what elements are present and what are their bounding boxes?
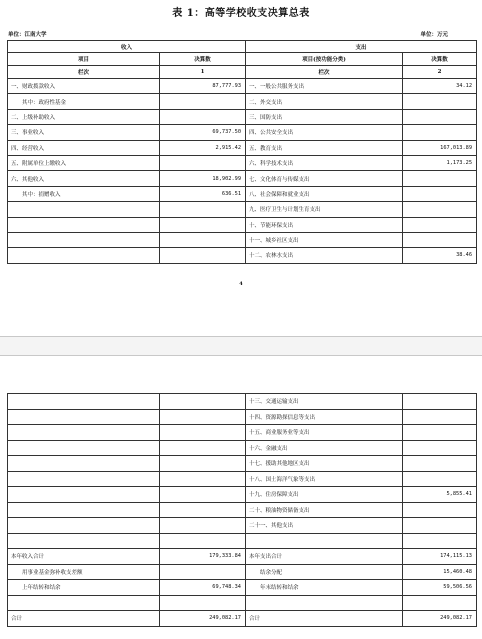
table-row [8, 394, 477, 410]
column-no-label: 栏次 [246, 66, 403, 79]
income-amount-cell [160, 109, 246, 124]
expense-amount-cell [403, 471, 477, 487]
expense-amount-cell [403, 109, 477, 124]
income-amount-cell [160, 155, 246, 170]
expense-item-cell: 本年支出合计 [246, 549, 403, 565]
expense-item-cell: 二十、粮油物资储备支出 [246, 502, 403, 518]
income-item-cell: 四、经营收入 [8, 140, 160, 155]
income-amount-cell: 18,902.99 [160, 171, 246, 186]
expense-item-cell: 合计 [246, 611, 403, 627]
income-item-cell [8, 502, 160, 518]
table-row [8, 487, 477, 503]
income-item-cell [8, 202, 160, 217]
income-item-cell: 本年收入合计 [8, 549, 160, 565]
income-item-cell: 合计 [8, 611, 160, 627]
expense-amount-cell: 15,460.48 [403, 564, 477, 580]
expense-item-header: 项目(按功能分类) [246, 53, 403, 66]
expense-amount-cell [403, 125, 477, 140]
income-amount-cell [160, 232, 246, 247]
table-row [8, 232, 477, 247]
expense-item-cell: 十五、商业服务业等支出 [246, 425, 403, 441]
table-row [8, 171, 477, 186]
expense-item-cell: 十八、国土海洋气象等支出 [246, 471, 403, 487]
table-row [8, 611, 477, 627]
column-no-2: 2 [403, 66, 477, 79]
expense-amount-cell: 249,082.17 [403, 611, 477, 627]
table-row [8, 202, 477, 217]
expense-item-cell: 二十一、其他支出 [246, 518, 403, 534]
expense-amount-cell: 59,506.56 [403, 580, 477, 596]
income-amount-cell [160, 440, 246, 456]
income-amount-cell [160, 248, 246, 263]
page-title: 表 1：高等学校收支决算总表 [172, 8, 310, 19]
unit-right-label: 单位：万元 [420, 32, 448, 38]
income-item-cell [8, 595, 160, 611]
expense-item-cell: 五、教育支出 [246, 140, 403, 155]
unit-left-label: 单位：江南大学 [8, 32, 47, 38]
expense-amount-cell [403, 456, 477, 472]
table-row [8, 186, 477, 201]
income-item-cell [8, 425, 160, 441]
expense-amount-cell: 5,855.41 [403, 487, 477, 503]
expense-item-cell: 六、科学技术支出 [246, 155, 403, 170]
table-row [8, 549, 477, 565]
income-item-cell: 用事业基金弥补收支差额 [8, 564, 160, 580]
expense-amount-cell [403, 94, 477, 109]
table-row [8, 79, 477, 94]
income-item-cell: 六、其他收入 [8, 171, 160, 186]
expense-amount-cell [403, 186, 477, 201]
income-item-cell: 二、上级补助收入 [8, 109, 160, 124]
table-row [8, 109, 477, 124]
expense-amount-cell [403, 171, 477, 186]
expense-amount-header: 决算数 [403, 53, 477, 66]
expense-item-cell: 十、节能环保支出 [246, 217, 403, 232]
income-item-cell: 一、财政拨款收入 [8, 79, 160, 94]
expense-amount-cell [403, 409, 477, 425]
expense-item-cell [246, 533, 403, 549]
income-amount-cell [160, 533, 246, 549]
income-amount-cell [160, 94, 246, 109]
income-item-cell: 三、事业收入 [8, 125, 160, 140]
expense-item-cell: 十三、交通运输支出 [246, 394, 403, 410]
table-row [8, 471, 477, 487]
expense-item-cell: 三、国防支出 [246, 109, 403, 124]
expense-item-cell: 结余分配 [246, 564, 403, 580]
expense-amount-cell [403, 518, 477, 534]
table-row [8, 518, 477, 534]
expense-amount-cell: 38.46 [403, 248, 477, 263]
expense-item-cell: 四、公共安全支出 [246, 125, 403, 140]
income-amount-cell [160, 456, 246, 472]
income-header: 收入 [8, 41, 246, 53]
expense-amount-cell [403, 217, 477, 232]
income-amount-cell [160, 202, 246, 217]
income-amount-cell: 179,333.84 [160, 549, 246, 565]
expense-amount-cell [403, 425, 477, 441]
income-item-cell [8, 248, 160, 263]
column-no-1: 1 [160, 66, 246, 79]
income-amount-cell [160, 425, 246, 441]
expense-amount-cell: 174,115.13 [403, 549, 477, 565]
table-row [8, 248, 477, 263]
expense-amount-cell [403, 595, 477, 611]
income-amount-header: 决算数 [160, 53, 246, 66]
expense-amount-cell [403, 440, 477, 456]
expense-item-cell: 十六、金融支出 [246, 440, 403, 456]
summary-table-page1 [7, 40, 477, 264]
income-item-cell [8, 232, 160, 247]
income-item-cell [8, 471, 160, 487]
income-amount-cell: 249,082.17 [160, 611, 246, 627]
income-amount-cell [160, 595, 246, 611]
table-row [8, 533, 477, 549]
income-amount-cell: 69,748.34 [160, 580, 246, 596]
column-no-label: 栏次 [8, 66, 160, 79]
table-row [8, 409, 477, 425]
table-row [8, 217, 477, 232]
income-amount-cell: 69,737.50 [160, 125, 246, 140]
income-amount-cell: 636.51 [160, 186, 246, 201]
income-item-cell: 五、附属单位上缴收入 [8, 155, 160, 170]
income-amount-cell [160, 518, 246, 534]
income-item-cell [8, 487, 160, 503]
expense-amount-cell: 34.12 [403, 79, 477, 94]
income-item-cell [8, 440, 160, 456]
table-row [8, 140, 477, 155]
expense-amount-cell: 167,013.89 [403, 140, 477, 155]
income-item-cell: 其中：政府性基金 [8, 94, 160, 109]
table-row [8, 94, 477, 109]
expense-amount-cell [403, 232, 477, 247]
expense-amount-cell [403, 502, 477, 518]
table-row [8, 564, 477, 580]
income-item-cell [8, 409, 160, 425]
table-row [8, 456, 477, 472]
income-item-cell [8, 533, 160, 549]
expense-item-cell: 十七、援助其他地区支出 [246, 456, 403, 472]
income-item-cell [8, 217, 160, 232]
income-amount-cell [160, 487, 246, 503]
expense-item-cell: 十九、住房保障支出 [246, 487, 403, 503]
income-amount-cell [160, 564, 246, 580]
expense-header: 支出 [246, 41, 477, 53]
income-amount-cell [160, 394, 246, 410]
table-row [8, 425, 477, 441]
income-amount-cell: 87,777.93 [160, 79, 246, 94]
income-item-cell: 其中：捐赠收入 [8, 186, 160, 201]
expense-amount-cell: 1,173.25 [403, 155, 477, 170]
expense-item-cell: 十二、农林水支出 [246, 248, 403, 263]
expense-item-cell [246, 595, 403, 611]
expense-item-cell: 八、社会保障和就业支出 [246, 186, 403, 201]
expense-amount-cell [403, 394, 477, 410]
expense-item-cell: 十一、城乡社区支出 [246, 232, 403, 247]
table-row [8, 125, 477, 140]
income-item-cell: 上年结转和结余 [8, 580, 160, 596]
expense-amount-cell [403, 202, 477, 217]
income-item-cell [8, 456, 160, 472]
header-row-column-numbers [8, 66, 477, 79]
expense-item-cell: 年末结转和结余 [246, 580, 403, 596]
expense-item-cell: 二、外交支出 [246, 94, 403, 109]
expense-item-cell: 九、医疗卫生与计划生育支出 [246, 202, 403, 217]
table-row [8, 502, 477, 518]
income-amount-cell [160, 471, 246, 487]
income-amount-cell [160, 502, 246, 518]
page-break-gap [0, 336, 482, 356]
income-item-cell [8, 518, 160, 534]
table-row [8, 440, 477, 456]
income-item-header: 项目 [8, 53, 160, 66]
expense-item-cell: 七、文化体育与传媒支出 [246, 171, 403, 186]
header-row-sections [8, 41, 477, 53]
header-row-columns [8, 53, 477, 66]
income-amount-cell [160, 409, 246, 425]
expense-item-cell: 一、一般公共服务支出 [246, 79, 403, 94]
expense-item-cell: 十四、资源勘探信息等支出 [246, 409, 403, 425]
expense-amount-cell [403, 533, 477, 549]
table-row [8, 580, 477, 596]
income-amount-cell [160, 217, 246, 232]
income-amount-cell: 2,915.42 [160, 140, 246, 155]
table-row [8, 595, 477, 611]
table-row [8, 155, 477, 170]
page-number: 4 [239, 281, 243, 287]
income-item-cell [8, 394, 160, 410]
summary-table-page2 [7, 393, 477, 627]
